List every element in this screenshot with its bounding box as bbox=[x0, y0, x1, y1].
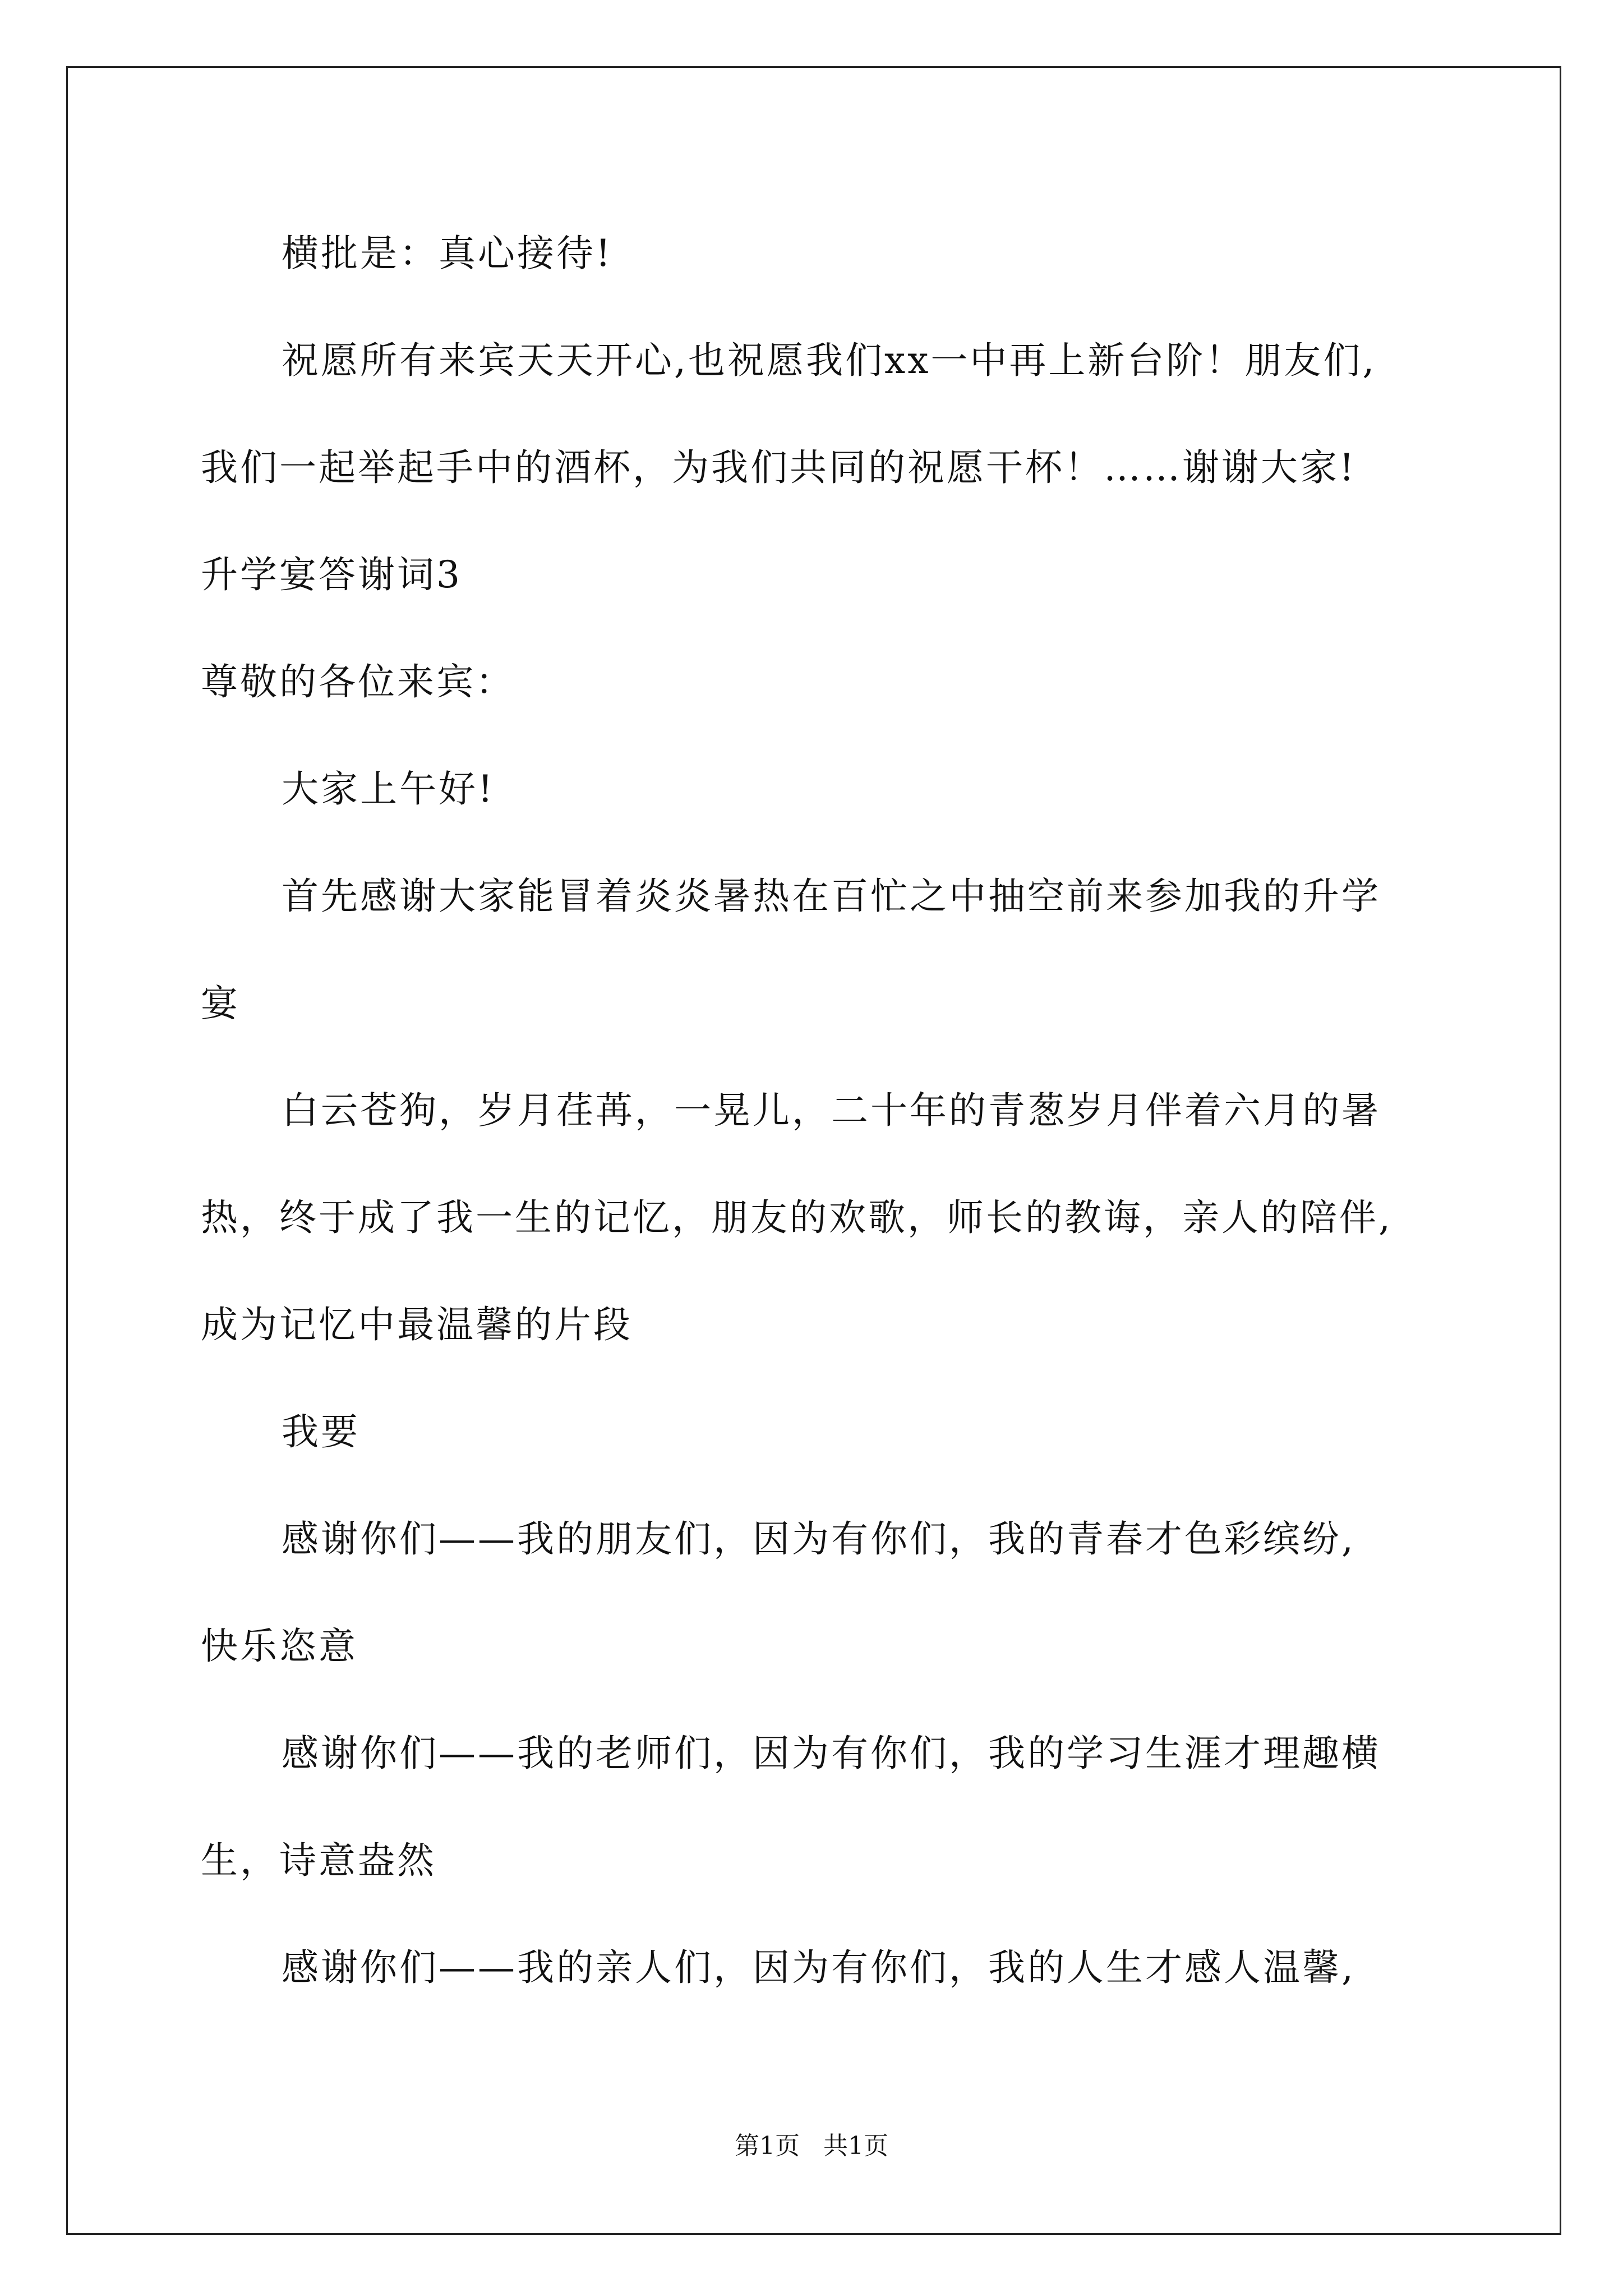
paragraph-line: 快乐恣意 bbox=[201, 1625, 358, 1668]
paragraph-line: 白云苍狗，岁月荏苒，一晃儿，二十年的青葱岁月伴着六月的暑 bbox=[282, 1089, 1381, 1132]
salutation: 尊敬的各位来宾： bbox=[201, 660, 515, 703]
paragraph-line: 成为记忆中最温馨的片段 bbox=[201, 1303, 633, 1346]
paragraph-line: 感谢你们——我的朋友们，因为有你们，我的青春才色彩缤纷, bbox=[282, 1517, 1355, 1561]
page-border bbox=[66, 66, 1561, 2235]
paragraph-line: 我们一起举起手中的酒杯，为我们共同的祝愿干杯！……谢谢大家! bbox=[201, 446, 1357, 489]
page-number-footer: 第1页 共1页 bbox=[735, 2132, 888, 2160]
paragraph-line: 感谢你们——我的亲人们，因为有你们，我的人生才感人温馨, bbox=[282, 1946, 1355, 1989]
paragraph-line: 我要 bbox=[282, 1410, 360, 1453]
paragraph-line: 生，诗意盎然 bbox=[201, 1839, 436, 1882]
paragraph-line: 首先感谢大家能冒着炎炎暑热在百忙之中抽空前来参加我的升学 bbox=[282, 875, 1381, 918]
paragraph-line: 热，终于成了我一生的记忆，朋友的欢歌，师长的教诲，亲人的陪伴, bbox=[201, 1196, 1393, 1239]
paragraph-line: 感谢你们——我的老师们，因为有你们，我的学习生涯才理趣横 bbox=[282, 1732, 1381, 1775]
paragraph-line: 大家上午好! bbox=[282, 767, 495, 811]
paragraph-line: 宴 bbox=[201, 982, 240, 1025]
paragraph-line: 横批是：真心接待! bbox=[282, 232, 613, 275]
section-heading: 升学宴答谢词3 bbox=[201, 553, 462, 596]
paragraph-line: 祝愿所有来宾天天开心,也祝愿我们xx一中再上新台阶！朋友们, bbox=[282, 339, 1377, 382]
